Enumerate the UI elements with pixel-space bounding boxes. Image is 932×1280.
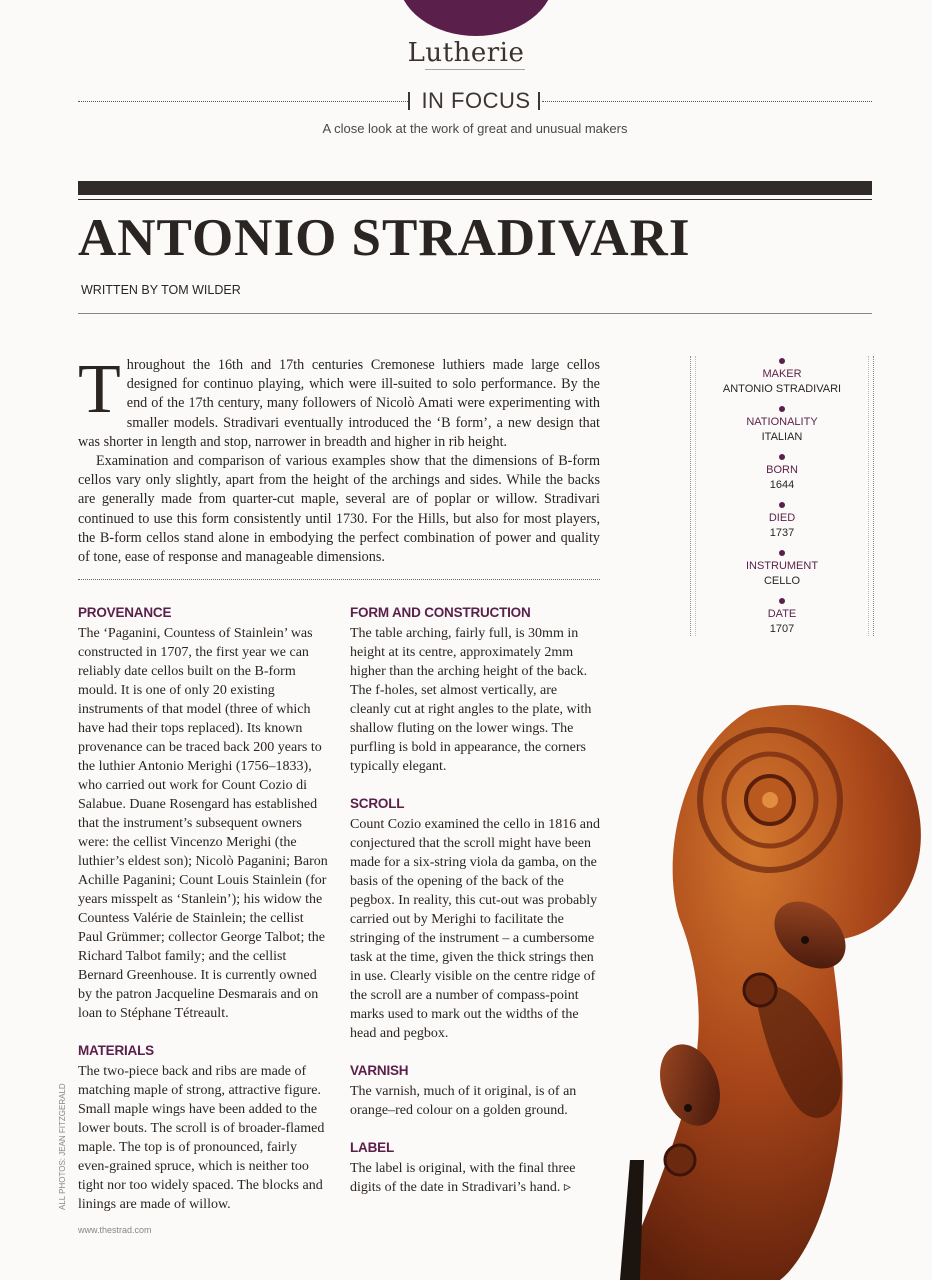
section-circle-decoration (398, 0, 554, 36)
fact-value: 1707 (769, 623, 795, 635)
cello-scroll-photo (580, 690, 932, 1280)
photo-credit: ALL PHOTOS: JEAN FITZGERALD (58, 1083, 67, 1210)
tagline: A close look at the work of great and unusual makers (322, 121, 628, 136)
fact-value: CELLO (763, 575, 801, 587)
fact-label: DIED (768, 512, 796, 524)
label-heading: LABEL (350, 1140, 394, 1155)
scroll-heading: SCROLL (350, 796, 405, 811)
fact-born (691, 454, 873, 493)
bullet-icon (779, 358, 785, 364)
intro-paragraph-1: hroughout the 16th and 17th centuries Cremonese luthiers made large cellos designed for continuo playing, which were ill-suited to solo performance. By the end of the 17th century, many followers of Nicolò Amati were experimenting with smaller models. Stradivari eventually introduced the ‘B form’, a new design that was shorter in length and stop, narrower in breadth and higher in rib height. (78, 357, 600, 450)
intro-text (78, 351, 600, 567)
fact-label: MAKER (762, 368, 802, 380)
provenance-section (78, 603, 328, 1023)
fact-label: BORN (766, 464, 798, 476)
fact-date (691, 598, 873, 637)
fact-value: ITALIAN (761, 431, 803, 443)
varnish-section (350, 1061, 600, 1120)
materials-text: The two-piece back and ribs are made of matching maple of strong, attractive figure. Small maple wings have been added to the lower bouts. The scroll is of broader-flamed maple. The top is of pronounced, fairly even-grained spruce, which is neither too tight nor too widely spaced. The blocks and linings are made of willow. (78, 1064, 325, 1212)
drop-cap: T (78, 351, 121, 428)
bullet-icon (779, 550, 785, 556)
scroll-section (350, 794, 600, 1043)
varnish-text: The varnish, much of it original, is of an orange–red colour on a golden ground. (350, 1084, 577, 1118)
provenance-heading: PROVENANCE (78, 605, 172, 620)
intro-dotted-divider (78, 579, 600, 580)
form-heading: FORM AND CONSTRUCTION (350, 605, 531, 620)
label-section (350, 1138, 600, 1197)
materials-heading: MATERIALS (78, 1043, 154, 1058)
in-focus-dotted-rule-left (78, 101, 408, 102)
bullet-icon (779, 454, 785, 460)
in-focus-label: IN FOCUS (421, 88, 531, 113)
in-focus-dotted-rule-right (542, 101, 872, 102)
byline-divider (78, 313, 872, 314)
varnish-heading: VARNISH (350, 1063, 409, 1078)
form-text: The table arching, fairly full, is 30mm in height at its centre, approximately 2mm higher than the arching height of the back. The f-holes, set almost vertically, are cleanly cut at right angles to the plate, with shallow fluting on the lower wings. The purfling is bold in appearance, the corners typically elegant. (350, 626, 592, 774)
in-focus-bar-right (538, 92, 540, 110)
fact-label: NATIONALITY (746, 416, 818, 428)
fact-instrument (691, 550, 873, 589)
fact-box (690, 356, 874, 636)
title-rule-thick (78, 181, 872, 195)
scroll-text: Count Cozio examined the cello in 1816 and conjectured that the scroll might have been made for a six-string viola da gamba, on the basis of the opening of the back of the pegbox. In reality, this cut-out was probably carried out by Merighi to facilitate the stringing of the instrument – a cumbersome task at the time, given the thick strings then in use. Clearly visible on the centre ridge of the scroll are a number of compass-point marks used to mark out the widths of the head and pegbox. (350, 817, 601, 1041)
section-title: Lutherie (407, 38, 525, 68)
fact-list (691, 358, 873, 646)
bullet-icon (779, 598, 785, 604)
title-rule-thin (78, 199, 872, 200)
form-section (350, 603, 600, 776)
bullet-icon (779, 406, 785, 412)
fact-label: INSTRUMENT (745, 560, 819, 572)
fact-died (691, 502, 873, 541)
fact-label: DATE (767, 608, 797, 620)
bullet-icon (779, 502, 785, 508)
byline: WRITTEN BY TOM WILDER (81, 283, 241, 297)
fact-value: ANTONIO STRADIVARI (722, 383, 842, 395)
intro-paragraph-2: Examination and comparison of various examples show that the dimensions of B-form cellos vary only slightly, apart from the height of the archings and sides. While the backs are generally made from quarter-cut maple, several are of poplar or willow. Stradivari continued to use this form consistently until 1730. For the Hills, but also for most players, the B-form cellos stand alone in embodying the perfect combination of power and quality of tone, ease of response and manageable dimensions. (78, 453, 600, 566)
article-title: ANTONIO STRADIVARI (78, 209, 691, 267)
fact-value: 1737 (769, 527, 795, 539)
footer-url[interactable]: www.thestrad.com (78, 1225, 152, 1235)
fact-value: 1644 (769, 479, 795, 491)
section-underline (425, 69, 525, 70)
label-text: The label is original, with the final three digits of the date in Stradivari’s hand. ▹ (350, 1161, 576, 1195)
fact-nationality (691, 406, 873, 445)
fact-maker (691, 358, 873, 397)
column-left (78, 603, 328, 1214)
materials-section (78, 1041, 328, 1214)
provenance-text: The ‘Paganini, Countess of Stainlein’ was constructed in 1707, the first year we can reliably date cellos built on the B-form mould. It is one of only 20 existing instruments of that model (three of which have had their tops replaced). Its known provenance can be traced back 200 years to the luthier Antonio Merighi (1756–1833), who carried out work for Count Cozio di Salabue. Duane Rosengard has established that the instrument’s subsequent owners were: the cellist Vincenzo Merighi (the luthier’s eldest son); Nicolò Paganini; Baron Achille Paganini; Count Louis Stainlein (for years misspelt as ‘Stanlein’); his widow the Countess Valérie de Stainlein; the cellist Paul Grümmer; collector George Talbot; the Richard Talbot family; and the cellist Bernard Greenhouse. It is currently owned by the patron Jacqueline Desmarais and on loan to Stéphane Tétreault. (78, 626, 328, 1021)
column-middle (350, 603, 600, 1197)
